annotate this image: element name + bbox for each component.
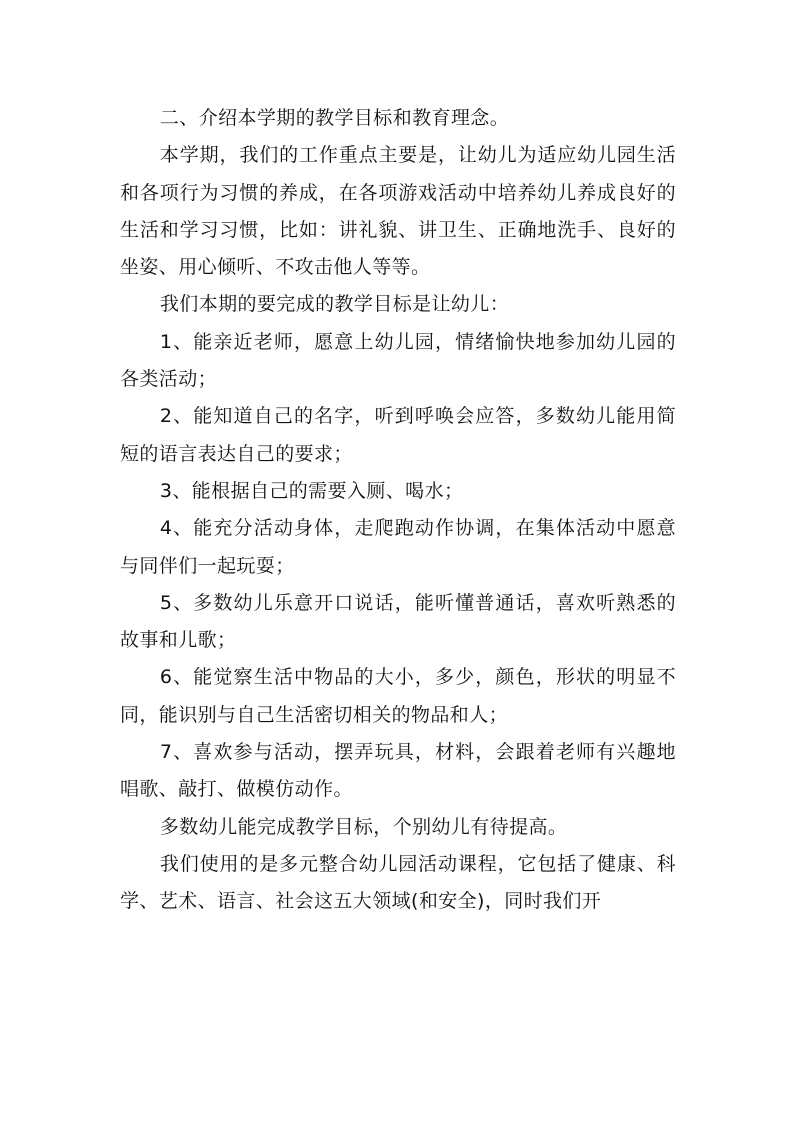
goal-item-3: 3、能根据自己的需要入厕、喝水；	[159, 479, 464, 502]
section-heading: 二、介绍本学期的教学目标和教育理念。	[159, 107, 510, 129]
goal-item-2: 2、能知道自己的名字，听到呼唤会应答，多数幼儿能用简短的语言表达自己的要求；	[120, 405, 676, 465]
paragraph-goals-intro: 我们本期的要完成的教学目标是让幼儿：	[159, 293, 510, 316]
document-body	[120, 100, 676, 921]
goal-item-7: 7、喜欢参与活动，摆弄玩具，材料，会跟着老师有兴趣地唱歌、敲打、做模仿动作。	[120, 741, 676, 801]
paragraph-curriculum: 我们使用的是多元整合幼儿园活动课程，它包括了健康、科学、艺术、语言、社会这五大领域(和安全)，同时我们开	[120, 852, 676, 913]
goal-item-4: 4、能充分活动身体，走爬跑动作协调，在集体活动中愿意与同伴们一起玩耍；	[120, 517, 676, 577]
paragraph-goal-completion: 多数幼儿能完成教学目标，个别幼儿有待提高。	[159, 815, 568, 838]
paragraph-work-focus: 本学期，我们的工作重点主要是，让幼儿为适应幼儿园生活和各项行为习惯的养成，在各项游戏活动中培养幼儿养成良好的生活和学习习惯，比如：讲礼貌、讲卫生、正确地洗手、良好的坐姿、用心倾听、不攻击他人等等。	[120, 144, 676, 279]
goal-item-5: 5、多数幼儿乐意开口说话，能听懂普通话，喜欢听熟悉的故事和儿歌；	[120, 591, 676, 652]
goal-item-6: 6、能觉察生活中物品的大小，多少，颜色，形状的明显不同，能识别与自己生活密切相关的物品和人；	[120, 666, 676, 726]
goal-item-1: 1、能亲近老师，愿意上幼儿园，情绪愉快地参加幼儿园的各类活动；	[120, 330, 676, 391]
